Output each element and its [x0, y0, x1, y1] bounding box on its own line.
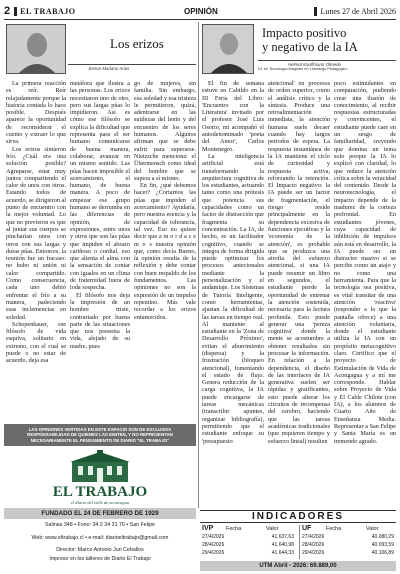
- uf-date: 27/4/2026: [302, 534, 325, 540]
- building-logo-icon: [70, 450, 130, 484]
- article1-column-2: [70, 80, 130, 420]
- column-divider: [198, 22, 199, 508]
- paragraph: La primera reacción es reír. Reír relajadamente porque la historia contada lo hace posible. Después aparece la oportunidad de reconsiderar el cuento y extraer lo que sirva.: [6, 80, 66, 146]
- masthead-name: EL TRABAJO: [14, 7, 75, 16]
- section-title: OPINIÓN: [184, 6, 218, 16]
- table-row: [202, 533, 296, 541]
- uf-value: 40.080,29: [371, 534, 394, 540]
- table-row: [302, 541, 396, 549]
- portrait-icon: [203, 25, 254, 74]
- author-photo-1: [6, 24, 66, 74]
- article-byline: [258, 60, 396, 72]
- ivp-valor-header: Valor: [266, 526, 279, 532]
- article-title: Los erizos: [110, 36, 164, 51]
- page-number: 2: [4, 5, 11, 17]
- header-rule: [4, 19, 396, 20]
- table-row: [302, 533, 396, 541]
- article1-column-3: [134, 80, 196, 420]
- author-photo-2: [202, 24, 254, 74]
- uf-header: [302, 525, 396, 533]
- ivp-date: 28/4/2026: [202, 542, 225, 548]
- paragraph: metáfora que ilustra a las personas. Los erizos necesitaron uno de otro, pero sus largas púas lo impidieron. Así es cómo ese filósofo se explica la dificultad que representa para el ser humano comunicarse de buena manera, colaborar, avanzar en un mismo sentido. Las púas hacen imposible el acercamiento, el humano, de buena manera. A poco de empezar ese grupo humano se derrumba en las diferencias de opinión, de expresiones, entre unos y otros que son las púas que impiden el abrazo cariñoso o cordial, eso que alienta el alma con la sensación de contar con iguales en un clima de fraternidad fuera de toda sospecha.: [70, 80, 130, 292]
- title-line-1: Impacto positivo: [262, 26, 347, 40]
- contact-director: Director: Marco Antonio Juri Ceballos: [56, 547, 144, 553]
- paragraph: poco estimulantes en comparación, pudiendo crear una ilusión de conocimiento, al recibir respuestas estructuradas y convincentes, el estudiante puede caer en un sesgo de familiaridad, creyendo que domina un tema solo porque la IA lo explicó con claridad, lo que reduce la atención crítica sobre la veracidad del contenido. Desde la neurotecnología, el impacto depende de la madurez de la corteza prefrontal. En estudiantes jóvenes, cuya capacidad de inhibición de impulsos aún está en desarrollo, la IA puede ser un distractor masivo si se percibe como un atajo y no como una herramienta. Para que la tecnología sea positiva, es vital transitar de una atención 'reactiva' (responder a lo que la pantalla ofrece) a una atención voluntaria, donde el estudiante utiliza la IA con un propósito metacognitivo claro. Certifico que el proyecto de Estimulación de Vida de Acongagua y a mí me corresponde. Hablar sobre Proyecto de Vida y El Cable Chilote (con IA), a los alumnos de Cuarto Año de Enseñanza Media. Representar a San Felipe y Santa María es un tremendo agrado.: [334, 80, 396, 445]
- ivp-value: 41.644,33: [271, 550, 294, 556]
- paragraph: La inteligencia artificial está transformando la arquitectura cognitiva de los estudiantes, actuando tanto como una prótesis que potencia sus capacidades como un factor de distracción que fragmenta su concentración. La IA, de hecho, es un facilitador cognitivo, cuando se integra de forma dirigida puede optimizar los procesos antecionales mediante la personalización y el andamiaje. Los Sistemas de Tutoría Inteligente, como herramientas, ajustan la dificultad de las tareas en tiempo real. Al mantener al estudiante en la 'Zona de Desarrollo Próximo', evitan el aburrimiento (dispersa) y la frustración (bloqueo atencional), fomentando el estado de flujo. Genera reducción de la carga cognitiva, la IA puede encargarse de tareas mecánicas (transcribir apuntes, organizar bibliografía), permitiendo que el estudiante enfoque su 'presupuesto: [202, 152, 264, 445]
- article1-column-1: [6, 80, 66, 420]
- byline-rule: [68, 64, 196, 65]
- ivp-value: 41.640,98: [271, 542, 294, 548]
- paragraph: En fin, ¿qué debemos hacer? ¿Cortarnos las púas que impiden el acercamiento? Ayudaría, pero nuestra esencia y la capacidad de tolerancia, tal vez. Eso no quiere decir que a m o r d a c e m o s nuestra opinión que, como decía Bueno, la opinión resulta de la reflexión y debe contar con buen respaldo de los fundamentos. Las opiniones no son la expresión de un impulso repentino. Más vale recordar a los erizos entumecidos.: [134, 182, 196, 321]
- uf-code: UF: [302, 525, 312, 532]
- paragraph: Schopenhauer, ese filósofo de vida esquiva, solitario en extremo, con el cual se puede o no estar de acuerdo, deja esa: [6, 320, 66, 365]
- uf-date: 28/4/2026: [302, 542, 325, 548]
- founded-banner: FUNDADO EL 24 DE FEBRERO DE 1929: [4, 508, 196, 519]
- paragraph: El fin de semana estuve en Cabildo en la III Feria del Libro: 'Encuentro con la Literatura' invitado por el profesor José Luis Osorio, mi acompañó el autodenominado 'poeta del Amor', Carlos Montenegro.: [202, 80, 264, 153]
- ivp-date: 29/4/2026: [202, 550, 225, 556]
- paragraph: go de mujeres, sin familia. Sin embargo, esa soledad y esa tristeza le permitieron, quizá, adentrarse en las sutilezas del lento y del encuentro de los seres humanos. Algunos afirman que se debe sufrir para superarse. Nietzsche menciona: el Übermensch como ideal del hombre que se supera a sí mismo.: [134, 80, 196, 182]
- paragraph: El filósofo nos deja la impresión de un hombre triste, contrariado por buena parte de las situaciones que nos presenta la vida, alejado de su madre, pues: [70, 291, 130, 350]
- byline-rule: [258, 60, 396, 61]
- ivp-value: 41.637,63: [271, 534, 294, 540]
- ivp-code: IVP: [202, 525, 214, 532]
- contact-web: Web: www.eltrabajo.cl • e-mail: diarioeltrabajo@gmail.com: [31, 535, 169, 541]
- issue-date: Lunes 27 de Abril 2026: [314, 7, 396, 16]
- indicators-title: INDICADORES: [200, 510, 396, 523]
- indicators-divider: [299, 525, 300, 559]
- uf-value: 40.106,89: [371, 550, 394, 556]
- title-line-2: y negativo de la IA: [262, 40, 358, 54]
- portrait-icon: [7, 25, 66, 74]
- article-byline: [68, 64, 196, 71]
- contact-printer: Impreso en los talleres de Diario El Trabajo: [49, 556, 151, 562]
- author-name: Helmut Kauffmann Olmedo: [288, 62, 341, 67]
- uf-table: [302, 525, 396, 557]
- uf-valor-header: Valor: [366, 526, 379, 532]
- author-role: Dr. en Tecnología Magíster en Liderazgo Pedagógico: [258, 67, 348, 71]
- logo-tagline: el diario del valle de aconcagua: [70, 500, 130, 505]
- ivp-fecha-header: Fecha: [226, 526, 242, 532]
- ivp-table: [202, 525, 296, 557]
- opinion-disclaimer: LAS OPINIONES VERTIDAS EN ESTE ESPACIO SON DE EXCLUSIVA RESPONSABILIDAD DE QUIENES LAS EMITEN, Y NO REPRESENTAN NECESARIAMENTE EL PENSAMIENTO DE DIARIO "EL TRABAJO": [4, 424, 196, 446]
- utm-indicator: UTM Abril - 2026: 69.889,00: [200, 561, 396, 571]
- article-title: [262, 26, 358, 54]
- author-name: Jerson Mariano Arias: [88, 66, 130, 71]
- table-row: [202, 541, 296, 549]
- article2-column-1: [202, 80, 264, 508]
- uf-value: 40.093,59: [371, 542, 394, 548]
- paragraph: Los erizos sintieron frío. ¿Cuál era una solución posible? Agruparse, estar muy juntos compartiendo el calor de unos con otros. Estando todos de acuerdo, se dirigieron al punto de encuentro con la mejor voluntad. Lo que no previeron es que al juntar sus cuerpos se pincharían unos con otros con sus largas y duras púas. Entonces, la reunión fue un fracaso: no hubo ni unión ni calor compartido. Como consecuencia, cada uno debió enfrentar el frío a su manera, padeciendo esas inclemencias en soledad.: [6, 145, 66, 321]
- table-row: [302, 549, 396, 557]
- uf-date: 29/4/2026: [302, 550, 325, 556]
- logo-name: EL TRABAJO: [52, 484, 148, 500]
- ivp-header: [202, 525, 296, 533]
- contact-address: Salinas 348 • Fono: 34 2 34 31 70 • San Felipe: [44, 522, 156, 528]
- table-row: [202, 549, 296, 557]
- uf-fecha-header: Fecha: [326, 526, 342, 532]
- paragraph: atencional' en procesos de orden superior, como el análisis crítico y la síntesis. Produce una retroalimentación inmediata, la atención humana suele decaer cuando hay largos periodos de espera. La respuesta instantánea de la IA mantiene el ciclo de curiosidad y respuesta activa, reforzando la retención. El Impacto negativo: la IA puede ser un factor de fragmentación, el riesgo reside principalmente en la dependencia excesiva de funciones ejecutivas y la 'economía de la atención', es probable que se produzca una atrofia del esfuerzo atencional, si una IA puede resumir un libro en segundos, el estudiante pierde la oportunidad de entrenar la atención sostenida, necesaria para la lectura profunda. Esto puede generar una 'pereza cognitiva' donde la mente se acostumbre a obtener resultados sin procesar la información. En relación a la dependencia, el diseño de las interfaces de IA generativa suelen ser rápidas y gratificantes, esto puede alterar los circuitos de recompensa del cerebro, haciendo que las tareas académicas tradicionales (que requieren tiempo y esfuerzo lineal) resulten: [268, 80, 330, 445]
- ivp-date: 27/4/2026: [202, 534, 225, 540]
- newspaper-logo: [4, 448, 196, 506]
- article2-column-3: [334, 80, 396, 508]
- article2-column-2: [268, 80, 330, 508]
- page-header: [4, 4, 396, 18]
